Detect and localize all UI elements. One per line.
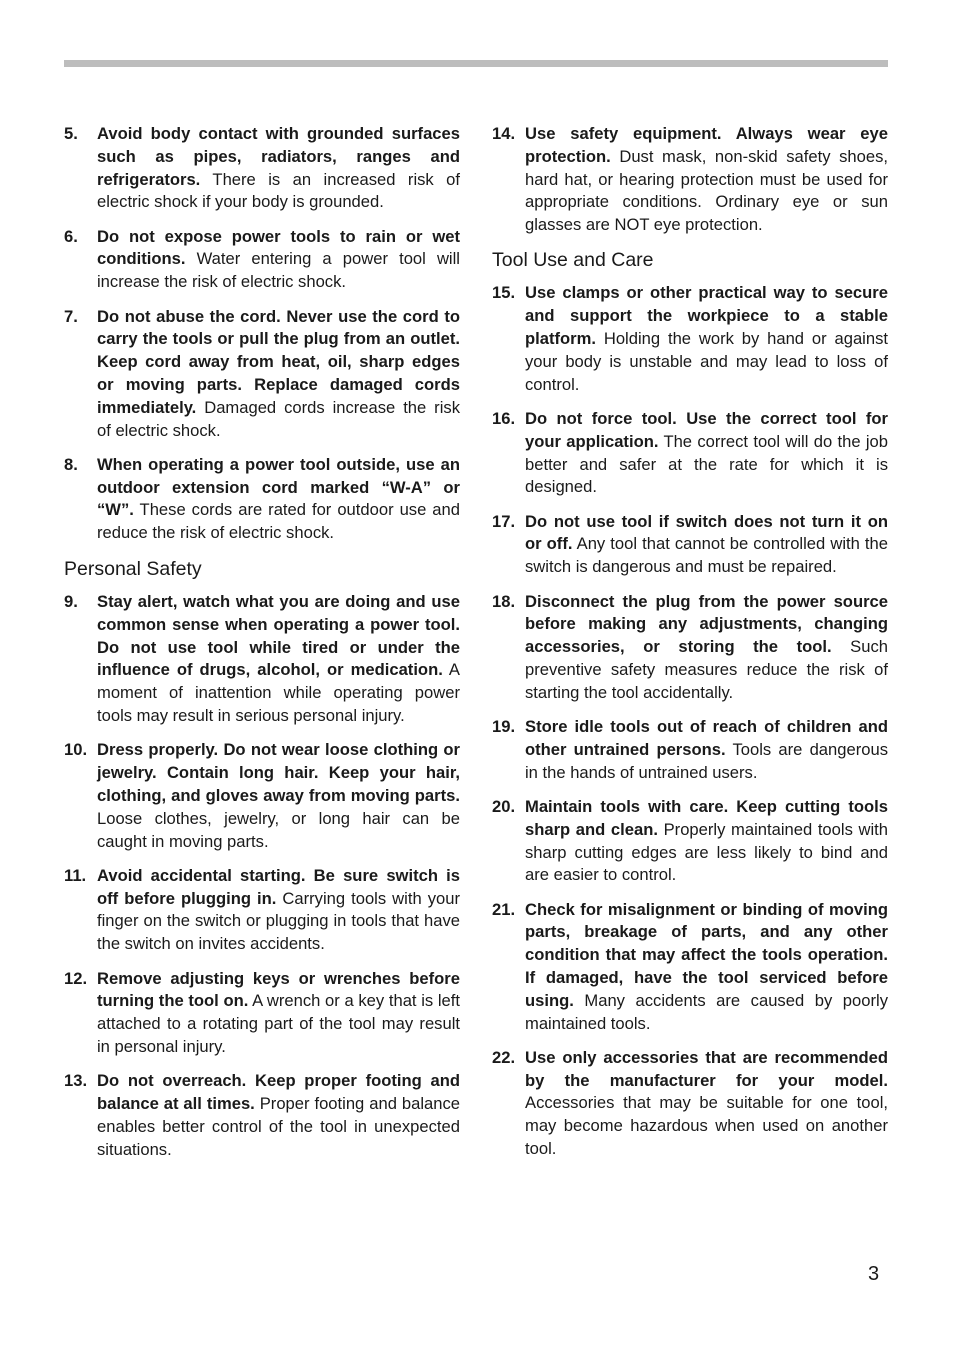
item-explanation: The correct tool will do the job better and safer at the rate for which it is designed.	[525, 431, 888, 497]
safety-item	[64, 123, 460, 214]
section-heading-tool-use-and-care: Tool Use and Care	[492, 249, 654, 272]
item-number: 15.	[492, 283, 516, 303]
top-rule	[64, 60, 888, 67]
item-number: 18.	[492, 591, 516, 611]
item-rule: Use safety equipment. Always wear eye protection.	[525, 124, 888, 166]
item-rule: Use only accessories that are recommended by the manufacturer for your model.	[525, 1047, 888, 1090]
safety-item	[64, 968, 460, 1059]
safety-item	[492, 716, 888, 784]
item-number: 17.	[492, 511, 516, 531]
safety-item	[492, 123, 888, 237]
safety-item	[492, 796, 888, 887]
item-rule: Store idle tools out of reach of children and other untrained persons.	[525, 717, 888, 759]
item-number: 7.	[64, 306, 78, 326]
item-number: 6.	[64, 226, 78, 246]
item-number: 8.	[64, 454, 78, 474]
page-number: 3	[868, 1263, 880, 1285]
safety-item	[492, 282, 888, 396]
item-explanation: Tools are dangerous in the hands of untrained users.	[525, 739, 888, 782]
item-rule: Do not abuse the cord. Never use the cord to carry the tools or pull the plug from an outlet. Keep cord away from heat, oil, sharp edges or moving parts. Replace damaged cords immediately.	[97, 306, 460, 417]
safety-item	[64, 591, 460, 728]
item-rule: Do not force tool. Use the correct tool for your application.	[525, 408, 888, 451]
item-number: 19.	[492, 717, 516, 737]
item-rule: Do not use tool if switch does not turn it on or off.	[525, 511, 888, 554]
item-number: 22.	[492, 1047, 516, 1067]
item-explanation: Damaged cords increase the risk of electric shock.	[97, 397, 460, 440]
item-number: 11.	[64, 865, 87, 885]
item-rule: Avoid body contact with grounded surfaces such as pipes, radiators, ranges and refrigerators.	[97, 124, 460, 189]
item-explanation: Dust mask, non-skid safety shoes, hard hat, or hearing protection must be used for appropriate conditions. Ordinary eye or sun glasses are NOT eye protection.	[525, 146, 888, 235]
right-column	[492, 123, 888, 1172]
item-explanation: Properly maintained tools with sharp cutting edges are less likely to bind and are easier to control.	[525, 819, 889, 885]
item-number: 20.	[492, 796, 516, 816]
item-explanation: Proper footing and balance enables better control of the tool in unexpected situations.	[97, 1093, 460, 1159]
item-number: 9.	[64, 592, 78, 612]
item-rule: Use clamps or other practical way to secure and support the workpiece to a stable platform.	[525, 283, 888, 349]
item-rule: Check for misalignment or binding of moving parts, breakage of parts, and any other condition that may affect the tools operation. If damaged, have the tool serviced before using.	[525, 899, 888, 1010]
item-explanation: There is an increased risk of electric shock if your body is grounded.	[97, 169, 460, 212]
safety-item	[492, 899, 888, 1036]
item-rule: Avoid accidental starting. Be sure switch is off before plugging in.	[97, 865, 460, 908]
item-list-right-b	[492, 282, 888, 1160]
item-explanation: Accessories that may be suitable for one tool, may become hazardous when used on another tool.	[525, 1093, 888, 1159]
safety-item	[492, 408, 888, 499]
safety-item	[492, 1047, 888, 1161]
left-column	[64, 123, 460, 1173]
safety-item	[64, 1070, 460, 1161]
item-rule: Stay alert, watch what you are doing and use common sense when operating a power tool. Do not use tool while tired or under the influence of drugs, alcohol, or medication.	[97, 592, 460, 680]
safety-item	[64, 306, 460, 443]
item-explanation: Holding the work by hand or against your body is unstable and may lead to loss of control.	[525, 329, 888, 394]
item-explanation: Loose clothes, jewelry, or long hair can be caught in moving parts.	[97, 808, 460, 851]
item-explanation: A moment of inattention while operating power tools may result in serious personal injury.	[97, 660, 460, 726]
item-rule: Remove adjusting keys or wrenches before turning the tool on.	[97, 968, 460, 1011]
safety-item	[492, 591, 888, 705]
item-explanation: These cords are rated for outdoor use and reduce the risk of electric shock.	[97, 500, 460, 543]
item-number: 12.	[64, 968, 88, 988]
item-list-right-a	[492, 123, 888, 237]
item-rule: Do not expose power tools to rain or wet conditions.	[97, 226, 460, 269]
item-number: 13.	[64, 1071, 88, 1091]
safety-item	[64, 226, 460, 294]
safety-item	[64, 454, 460, 545]
item-explanation: Any tool that cannot be controlled with the switch is dangerous and must be repaired.	[525, 534, 888, 577]
item-number: 14.	[492, 124, 516, 143]
item-number: 10.	[64, 740, 88, 760]
item-explanation: Carrying tools with your finger on the switch or plugging in tools that have the switch on invites accidents.	[97, 888, 460, 954]
section-heading-personal-safety: Personal Safety	[64, 558, 202, 581]
item-number: 5.	[64, 124, 78, 143]
item-rule: Disconnect the plug from the power source before making any adjustments, changing accessories, or storing the tool.	[525, 591, 888, 657]
safety-item	[64, 865, 460, 956]
item-number: 16.	[492, 408, 516, 428]
item-rule: Do not overreach. Keep proper footing and balance at all times.	[97, 1071, 460, 1113]
item-explanation: Many accidents are caused by poorly maintained tools.	[525, 990, 888, 1033]
item-list-left-a	[64, 123, 460, 545]
item-list-left-b	[64, 591, 460, 1161]
item-number: 21.	[492, 899, 516, 919]
item-rule: When operating a power tool outside, use an outdoor extension cord marked “W-A” or “W”.	[97, 454, 460, 520]
safety-item	[64, 739, 460, 853]
item-explanation: Such preventive safety measures reduce the risk of starting the tool accidentally.	[525, 637, 888, 702]
safety-item	[492, 511, 888, 579]
item-rule: Dress properly. Do not wear loose clothing or jewelry. Contain long hair. Keep your hair, clothing, and gloves away from moving parts.	[97, 740, 460, 805]
item-explanation: A wrench or a key that is left attached to a rotating part of the tool may result in personal injury.	[97, 991, 460, 1056]
item-explanation: Water entering a power tool will increase the risk of electric shock.	[97, 249, 460, 292]
item-rule: Maintain tools with care. Keep cutting tools sharp and clean.	[525, 796, 888, 839]
